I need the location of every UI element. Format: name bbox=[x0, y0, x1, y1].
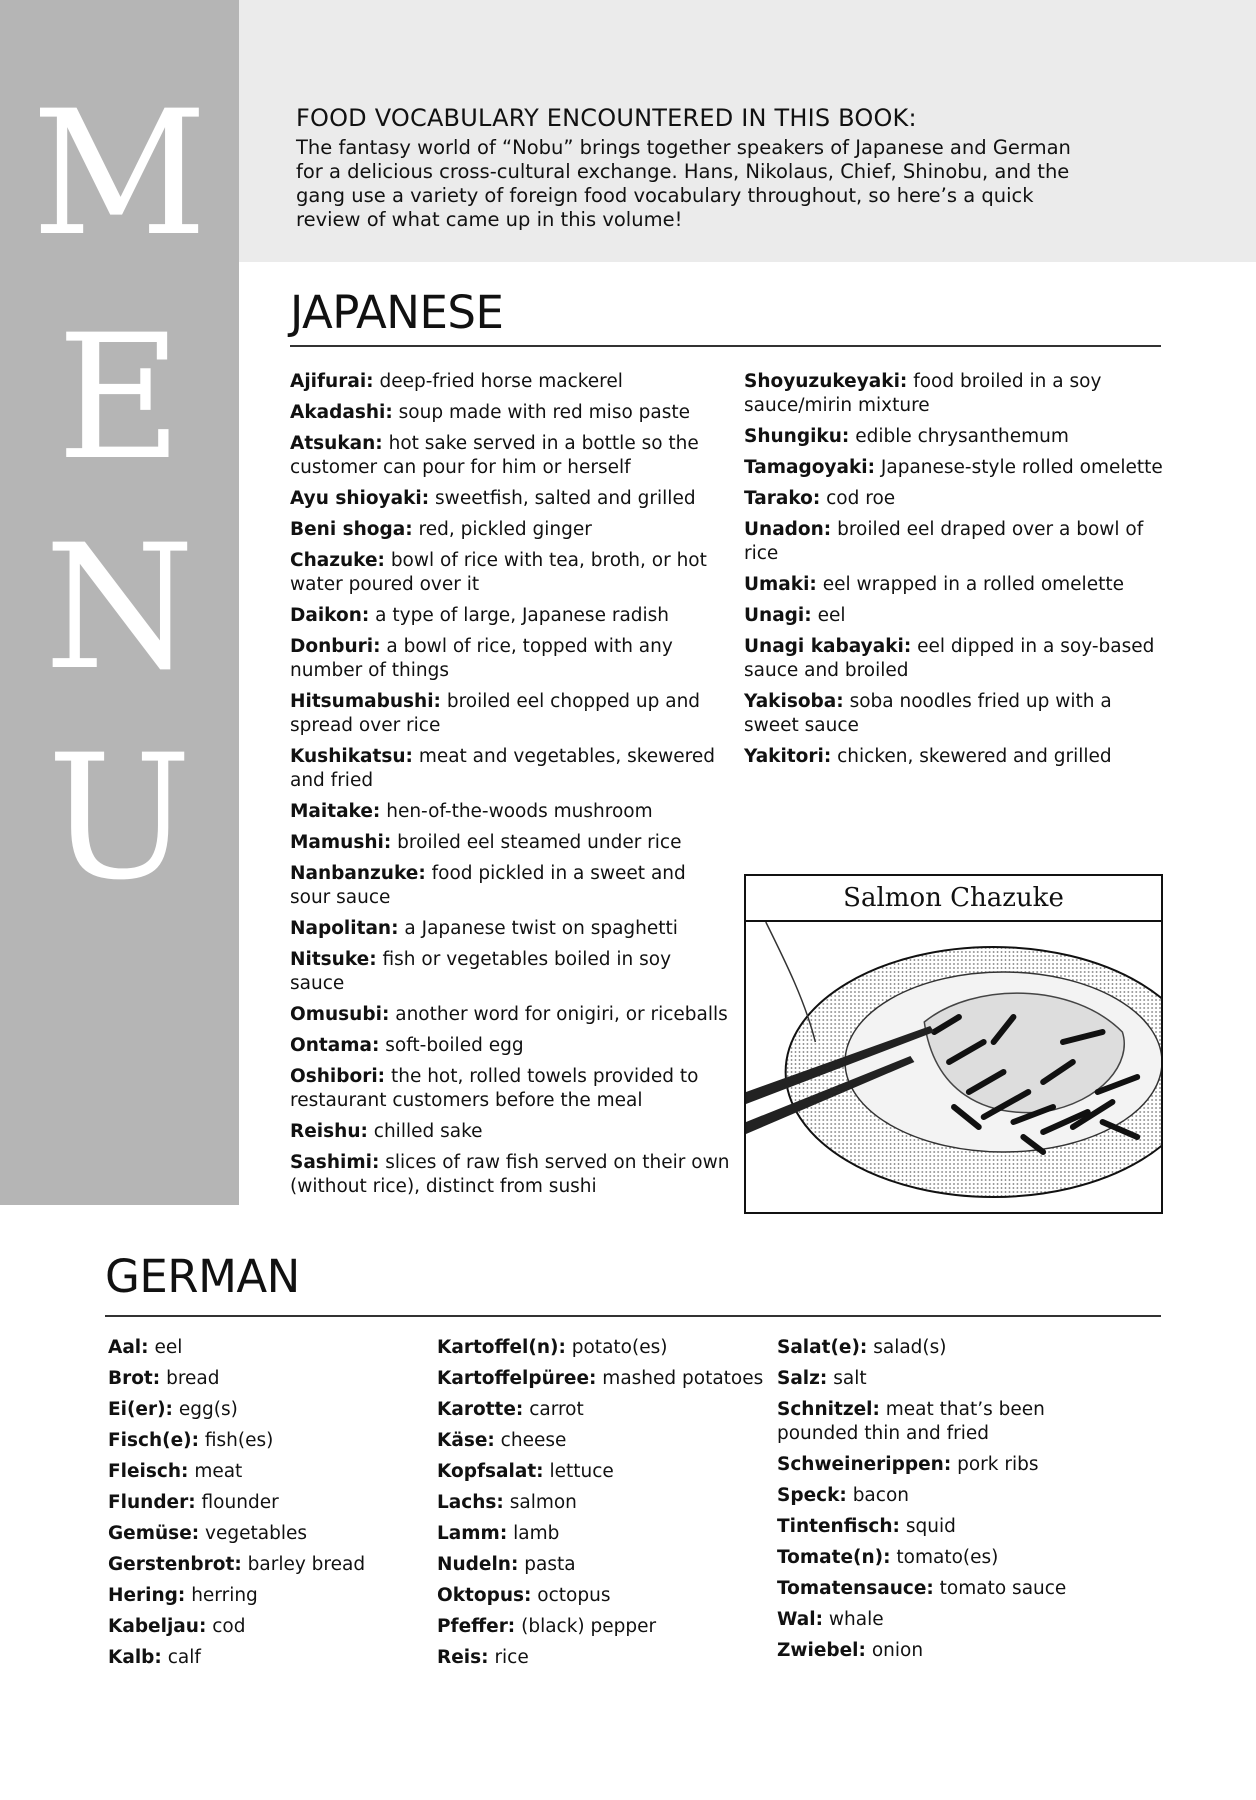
glossary-definition: meat and vegetables, skewered and fried bbox=[290, 746, 715, 791]
glossary-definition: onion bbox=[871, 1640, 924, 1661]
glossary-definition: carrot bbox=[529, 1399, 584, 1420]
glossary-definition: soba noodles fried up with a sweet sauce bbox=[744, 691, 1112, 736]
glossary-term: Gerstenbrot: bbox=[108, 1554, 242, 1575]
glossary-term: Schweinerippen: bbox=[777, 1454, 952, 1475]
glossary-entry bbox=[290, 549, 730, 597]
glossary-definition: meat bbox=[194, 1461, 243, 1482]
glossary-definition: another word for onigiri, or riceballs bbox=[395, 1004, 728, 1025]
chazuke-illustration bbox=[746, 922, 1161, 1214]
glossary-term: Tomate(n): bbox=[777, 1547, 891, 1568]
glossary-term: Reishu: bbox=[290, 1121, 368, 1142]
glossary-entry bbox=[437, 1615, 767, 1639]
glossary-term: Sashimi: bbox=[290, 1152, 380, 1173]
glossary-definition: salt bbox=[833, 1368, 867, 1389]
glossary-entry bbox=[777, 1367, 1107, 1391]
glossary-entry bbox=[437, 1398, 767, 1422]
german-heading: GERMAN bbox=[105, 1250, 300, 1303]
glossary-term: Zwiebel: bbox=[777, 1640, 866, 1661]
glossary-definition: eel bbox=[154, 1337, 183, 1358]
glossary-entry bbox=[290, 831, 730, 855]
glossary-term: Omusubi: bbox=[290, 1004, 390, 1025]
glossary-term: Ajifurai: bbox=[290, 371, 374, 392]
glossary-term: Nitsuke: bbox=[290, 949, 377, 970]
glossary-term: Akadashi: bbox=[290, 402, 393, 423]
glossary-entry bbox=[108, 1336, 428, 1360]
japanese-rule bbox=[290, 345, 1161, 347]
glossary-term: Kartoffelpüree: bbox=[437, 1368, 597, 1389]
glossary-term: Atsukan: bbox=[290, 433, 383, 454]
glossary-entry bbox=[108, 1615, 428, 1639]
glossary-definition: broiled eel steamed under rice bbox=[397, 832, 682, 853]
glossary-entry bbox=[744, 690, 1164, 738]
glossary-term: Oshibori: bbox=[290, 1066, 386, 1087]
glossary-term: Ayu shioyaki: bbox=[290, 488, 430, 509]
glossary-entry bbox=[108, 1646, 428, 1670]
glossary-definition: broiled eel chopped up and spread over rice bbox=[290, 691, 701, 736]
glossary-definition: hot sake served in a bottle so the customer can pour for him or herself bbox=[290, 433, 699, 478]
glossary-entry bbox=[777, 1453, 1107, 1477]
glossary-definition: a type of large, Japanese radish bbox=[375, 605, 670, 626]
glossary-entry bbox=[437, 1522, 767, 1546]
glossary-definition: squid bbox=[905, 1516, 956, 1537]
glossary-entry bbox=[290, 1120, 730, 1144]
glossary-definition: hen-of-the-woods mushroom bbox=[386, 801, 653, 822]
glossary-definition: pasta bbox=[524, 1554, 576, 1575]
glossary-term: Flunder: bbox=[108, 1492, 196, 1513]
glossary-term: Unagi: bbox=[744, 605, 812, 626]
menu-letter-e: E bbox=[56, 297, 183, 498]
intro-text: The fantasy world of “Nobu” brings together speakers of Japanese and German for a delicious cross-cultural exchange. Hans, Nikolaus, Chief, Shinobu, and the gang use a variety of foreign food vocabulary throughout, so here’s a quick review of what came up in this volume! bbox=[296, 136, 1071, 231]
glossary-entry bbox=[290, 917, 730, 941]
glossary-definition: mashed potatoes bbox=[602, 1368, 764, 1389]
glossary-entry bbox=[744, 635, 1164, 683]
glossary-entry bbox=[777, 1398, 1107, 1446]
glossary-definition: bacon bbox=[852, 1485, 909, 1506]
glossary-definition: egg(s) bbox=[178, 1399, 238, 1420]
glossary-term: Yakitori: bbox=[744, 746, 832, 767]
menu-letter-u: U bbox=[47, 717, 192, 918]
glossary-definition: rice bbox=[494, 1647, 529, 1668]
glossary-entry bbox=[290, 1003, 730, 1027]
glossary-definition: bread bbox=[166, 1368, 220, 1389]
glossary-entry bbox=[777, 1515, 1107, 1539]
glossary-entry bbox=[290, 1065, 730, 1113]
glossary-definition: cod roe bbox=[826, 488, 896, 509]
german-column-3 bbox=[777, 1336, 1107, 1670]
glossary-term: Beni shoga: bbox=[290, 519, 413, 540]
menu-vertical-title bbox=[0, 0, 239, 1205]
glossary-term: Napolitan: bbox=[290, 918, 399, 939]
japanese-column-2 bbox=[744, 370, 1164, 776]
glossary-entry bbox=[108, 1553, 428, 1577]
glossary-entry bbox=[777, 1577, 1107, 1601]
glossary-entry bbox=[437, 1367, 767, 1391]
glossary-entry bbox=[437, 1336, 767, 1360]
glossary-entry bbox=[290, 862, 730, 910]
glossary-term: Käse: bbox=[437, 1430, 495, 1451]
glossary-term: Pfeffer: bbox=[437, 1616, 516, 1637]
menu-letter-m: M bbox=[31, 73, 208, 274]
glossary-entry bbox=[290, 690, 730, 738]
glossary-term: Kalb: bbox=[108, 1647, 162, 1668]
glossary-entry bbox=[744, 487, 1164, 511]
glossary-definition: soup made with red miso paste bbox=[398, 402, 691, 423]
glossary-term: Lachs: bbox=[437, 1492, 504, 1513]
glossary-term: Karotte: bbox=[437, 1399, 524, 1420]
glossary-term: Speck: bbox=[777, 1485, 847, 1506]
glossary-entry bbox=[437, 1491, 767, 1515]
glossary-definition: lettuce bbox=[549, 1461, 614, 1482]
glossary-term: Brot: bbox=[108, 1368, 161, 1389]
glossary-definition: calf bbox=[167, 1647, 201, 1668]
glossary-entry bbox=[290, 487, 730, 511]
glossary-entry bbox=[290, 800, 730, 824]
glossary-term: Ei(er): bbox=[108, 1399, 173, 1420]
glossary-term: Kopfsalat: bbox=[437, 1461, 544, 1482]
glossary-term: Salat(e): bbox=[777, 1337, 868, 1358]
glossary-entry bbox=[108, 1367, 428, 1391]
glossary-term: Ontama: bbox=[290, 1035, 380, 1056]
glossary-term: Nudeln: bbox=[437, 1554, 519, 1575]
german-column-1 bbox=[108, 1336, 428, 1677]
glossary-definition: cod bbox=[212, 1616, 246, 1637]
glossary-entry bbox=[437, 1646, 767, 1670]
glossary-term: Aal: bbox=[108, 1337, 149, 1358]
glossary-term: Oktopus: bbox=[437, 1585, 532, 1606]
glossary-definition: food broiled in a soy sauce/mirin mixture bbox=[744, 371, 1102, 416]
glossary-term: Hering: bbox=[108, 1585, 186, 1606]
glossary-term: Mamushi: bbox=[290, 832, 392, 853]
glossary-term: Fisch(e): bbox=[108, 1430, 199, 1451]
glossary-term: Fleisch: bbox=[108, 1461, 189, 1482]
glossary-entry bbox=[290, 745, 730, 793]
glossary-entry bbox=[744, 456, 1164, 480]
glossary-term: Kushikatsu: bbox=[290, 746, 413, 767]
glossary-definition: pork ribs bbox=[957, 1454, 1039, 1475]
glossary-entry bbox=[777, 1546, 1107, 1570]
glossary-term: Tamagoyaki: bbox=[744, 457, 876, 478]
glossary-definition: eel bbox=[817, 605, 846, 626]
glossary-entry bbox=[744, 425, 1164, 449]
glossary-definition: eel wrapped in a rolled omelette bbox=[822, 574, 1124, 595]
glossary-term: Tintenfisch: bbox=[777, 1516, 900, 1537]
glossary-entry bbox=[290, 518, 730, 542]
glossary-definition: red, pickled ginger bbox=[418, 519, 592, 540]
japanese-heading: JAPANESE bbox=[290, 286, 504, 339]
glossary-definition: tomato(es) bbox=[896, 1547, 999, 1568]
glossary-term: Salz: bbox=[777, 1368, 828, 1389]
glossary-entry bbox=[290, 1151, 730, 1199]
glossary-entry bbox=[744, 573, 1164, 597]
glossary-definition: broiled eel draped over a bowl of rice bbox=[744, 519, 1144, 564]
glossary-definition: salad(s) bbox=[873, 1337, 947, 1358]
japanese-column-1 bbox=[290, 370, 730, 1206]
glossary-entry bbox=[744, 518, 1164, 566]
glossary-term: Shungiku: bbox=[744, 426, 850, 447]
glossary-definition: flounder bbox=[201, 1492, 279, 1513]
glossary-definition: soft-boiled egg bbox=[385, 1035, 524, 1056]
intro-heading: FOOD VOCABULARY ENCOUNTERED IN THIS BOOK: bbox=[296, 104, 917, 132]
glossary-entry bbox=[777, 1639, 1107, 1663]
panel-caption: Salmon Chazuke bbox=[746, 876, 1161, 922]
glossary-definition: lamb bbox=[513, 1523, 560, 1544]
glossary-entry bbox=[777, 1484, 1107, 1508]
glossary-term: Kabeljau: bbox=[108, 1616, 207, 1637]
glossary-definition: bowl of rice with tea, broth, or hot water poured over it bbox=[290, 550, 707, 595]
glossary-definition: chilled sake bbox=[373, 1121, 483, 1142]
german-rule bbox=[105, 1315, 1161, 1317]
glossary-term: Hitsumabushi: bbox=[290, 691, 441, 712]
glossary-definition: the hot, rolled towels provided to restaurant customers before the meal bbox=[290, 1066, 699, 1111]
glossary-entry bbox=[108, 1398, 428, 1422]
glossary-definition: barley bread bbox=[247, 1554, 366, 1575]
glossary-term: Lamm: bbox=[437, 1523, 508, 1544]
glossary-definition: eel dipped in a soy-based sauce and broiled bbox=[744, 636, 1155, 681]
glossary-entry bbox=[744, 745, 1164, 769]
glossary-definition: edible chrysanthemum bbox=[855, 426, 1069, 447]
glossary-definition: salmon bbox=[509, 1492, 577, 1513]
glossary-entry bbox=[108, 1429, 428, 1453]
glossary-entry bbox=[290, 401, 730, 425]
glossary-definition: fish or vegetables boiled in soy sauce bbox=[290, 949, 672, 994]
glossary-definition: octopus bbox=[537, 1585, 611, 1606]
glossary-definition: slices of raw fish served on their own (without rice), distinct from sushi bbox=[290, 1152, 730, 1197]
glossary-definition: potato(es) bbox=[571, 1337, 668, 1358]
glossary-definition: food pickled in a sweet and sour sauce bbox=[290, 863, 686, 908]
glossary-term: Shoyuzukeyaki: bbox=[744, 371, 908, 392]
glossary-term: Maitake: bbox=[290, 801, 381, 822]
glossary-entry bbox=[290, 432, 730, 480]
glossary-entry bbox=[437, 1429, 767, 1453]
glossary-entry bbox=[108, 1460, 428, 1484]
glossary-term: Donburi: bbox=[290, 636, 381, 657]
glossary-definition: Japanese-style rolled omelette bbox=[880, 457, 1163, 478]
glossary-term: Nanbanzuke: bbox=[290, 863, 426, 884]
glossary-definition: sweetfish, salted and grilled bbox=[435, 488, 696, 509]
glossary-definition: vegetables bbox=[205, 1523, 307, 1544]
glossary-definition: a bowl of rice, topped with any number of things bbox=[290, 636, 673, 681]
glossary-entry bbox=[290, 635, 730, 683]
glossary-term: Reis: bbox=[437, 1647, 489, 1668]
glossary-entry bbox=[290, 1034, 730, 1058]
glossary-definition: whale bbox=[828, 1609, 884, 1630]
glossary-term: Tarako: bbox=[744, 488, 821, 509]
glossary-term: Tomatensauce: bbox=[777, 1578, 934, 1599]
glossary-definition: (black) pepper bbox=[521, 1616, 657, 1637]
glossary-entry bbox=[437, 1584, 767, 1608]
glossary-definition: cheese bbox=[500, 1430, 567, 1451]
glossary-definition: tomato sauce bbox=[939, 1578, 1067, 1599]
glossary-entry bbox=[744, 604, 1164, 628]
glossary-definition: deep-fried horse mackerel bbox=[379, 371, 623, 392]
glossary-definition: a Japanese twist on spaghetti bbox=[404, 918, 678, 939]
glossary-term: Kartoffel(n): bbox=[437, 1337, 566, 1358]
glossary-entry bbox=[290, 604, 730, 628]
glossary-term: Gemüse: bbox=[108, 1523, 200, 1544]
glossary-term: Daikon: bbox=[290, 605, 370, 626]
glossary-definition: meat that’s been pounded thin and fried bbox=[777, 1399, 1045, 1444]
glossary-entry bbox=[290, 370, 730, 394]
glossary-term: Schnitzel: bbox=[777, 1399, 880, 1420]
glossary-term: Unadon: bbox=[744, 519, 832, 540]
glossary-entry bbox=[108, 1584, 428, 1608]
glossary-definition: herring bbox=[191, 1585, 258, 1606]
glossary-entry bbox=[437, 1460, 767, 1484]
glossary-definition: fish(es) bbox=[204, 1430, 274, 1451]
glossary-entry bbox=[744, 370, 1164, 418]
glossary-term: Unagi kabayaki: bbox=[744, 636, 912, 657]
glossary-entry bbox=[108, 1491, 428, 1515]
glossary-term: Yakisoba: bbox=[744, 691, 844, 712]
menu-letter-n: N bbox=[44, 507, 195, 708]
german-column-2 bbox=[437, 1336, 767, 1677]
glossary-entry bbox=[290, 948, 730, 996]
glossary-term: Wal: bbox=[777, 1609, 823, 1630]
glossary-entry bbox=[108, 1522, 428, 1546]
glossary-entry bbox=[777, 1336, 1107, 1360]
glossary-entry bbox=[777, 1608, 1107, 1632]
glossary-entry bbox=[437, 1553, 767, 1577]
illustration-panel bbox=[744, 874, 1163, 1214]
glossary-term: Chazuke: bbox=[290, 550, 385, 571]
glossary-term: Umaki: bbox=[744, 574, 817, 595]
glossary-definition: chicken, skewered and grilled bbox=[837, 746, 1112, 767]
